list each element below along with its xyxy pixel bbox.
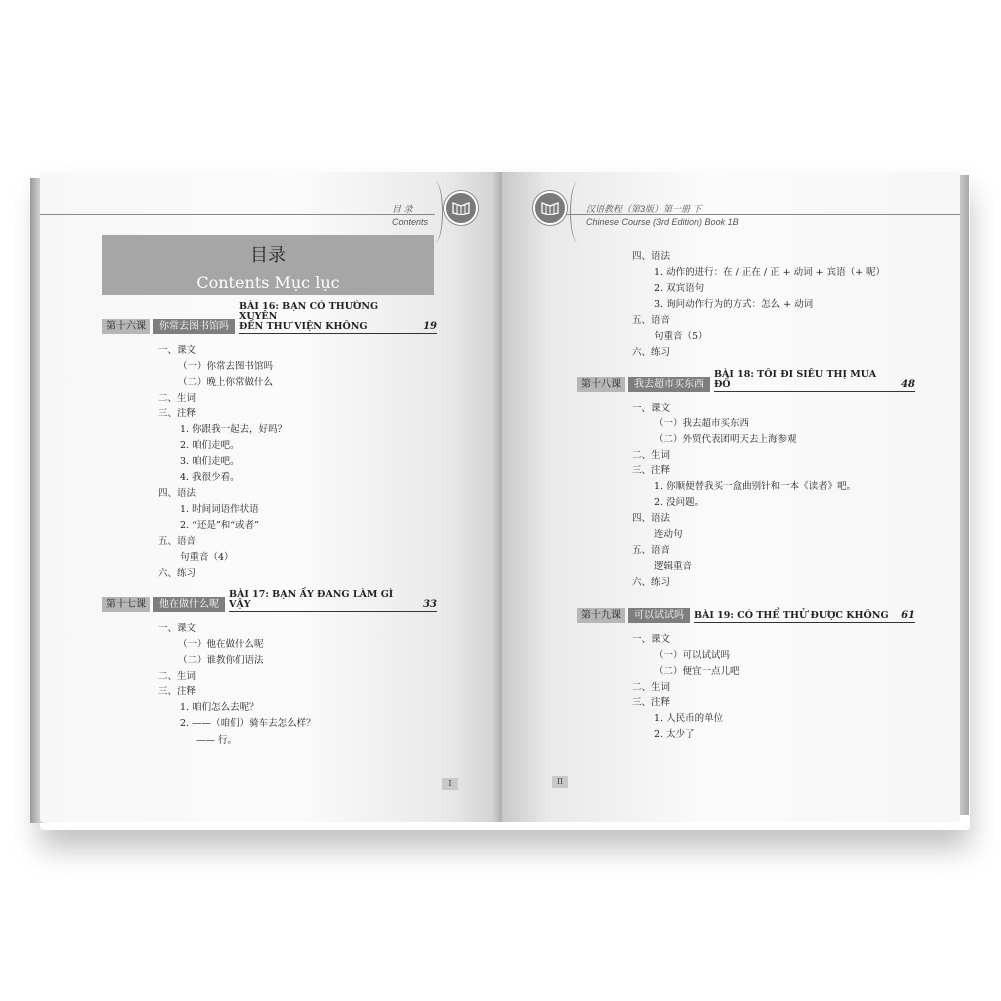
- lesson-page-number: 48: [895, 379, 915, 392]
- book-logo-icon: [533, 191, 567, 225]
- lesson-title-cn: 可以试试吗: [628, 608, 690, 623]
- list-item: 2. 咱们走吧。: [180, 440, 240, 451]
- list-item: 1. 动作的进行：在 / 正在 / 正 + 动词 + 宾语（+ 呢）: [654, 267, 886, 278]
- lesson-16-heading[interactable]: [102, 301, 437, 334]
- list-item: 句重音（5）: [654, 331, 708, 342]
- contents-title-block: [102, 235, 434, 295]
- lesson-page-number: 61: [895, 610, 915, 623]
- list-item: 句重音（4）: [180, 552, 234, 563]
- list-item: 四、语法: [632, 251, 671, 262]
- list-item: 1. 你顺便替我买一盒曲别针和一本《读者》吧。: [654, 481, 857, 492]
- list-item: （二）外贸代表团明天去上海参观: [654, 434, 797, 445]
- lesson-title-vi-line1: BÀI 16: BẠN CÓ THƯỜNG XUYÊN: [239, 301, 379, 322]
- list-item: 四、语法: [158, 488, 197, 499]
- header-curve: [570, 182, 585, 242]
- list-item: 六、练习: [632, 577, 671, 588]
- list-item: 2. ——（咱们）骑车去怎么样？: [180, 718, 316, 729]
- list-item: 六、练习: [158, 568, 197, 579]
- list-item: 二、生词: [632, 682, 671, 693]
- lesson-page-number: 19: [417, 321, 437, 334]
- list-item: （二）便宜一点儿吧: [654, 666, 740, 677]
- list-item: 三、注释: [632, 465, 671, 476]
- header-rule: [40, 214, 435, 215]
- title-cn: 目录: [250, 245, 286, 266]
- lesson-title-vi: BÀI 19: CÓ THỂ THỬ ĐƯỢC KHÔNG: [694, 611, 895, 623]
- list-item: 一、课文: [632, 403, 671, 414]
- lesson-17-heading[interactable]: [102, 589, 437, 612]
- list-item: 4. 我很少看。: [180, 472, 240, 483]
- header-curve: [428, 182, 443, 242]
- list-item: 一、课文: [158, 623, 197, 634]
- header-en: Contents: [392, 217, 429, 227]
- list-item: （一）我去超市买东西: [654, 418, 750, 429]
- list-item: （二）谁教你们语法: [178, 655, 264, 666]
- list-item: 五、语音: [158, 536, 197, 547]
- list-item: 二、生词: [158, 393, 197, 404]
- lesson-number: 第十六课: [102, 319, 150, 334]
- list-item: 五、语音: [632, 545, 671, 556]
- list-item: 1. 你跟我一起去，好吗？: [180, 424, 288, 435]
- list-item: （一）可以试试吗: [654, 650, 731, 661]
- list-item: 二、生词: [632, 450, 671, 461]
- list-item: 三、注释: [632, 697, 671, 708]
- lesson-title-cn: 你常去图书馆吗: [153, 319, 235, 334]
- lesson-19-heading[interactable]: [577, 607, 915, 623]
- list-item: 一、课文: [632, 634, 671, 645]
- list-item: 2. 双宾语句: [654, 283, 705, 294]
- list-item: 一、课文: [158, 345, 197, 356]
- title-en: Contents Mục lục: [196, 273, 340, 292]
- list-item: 二、生词: [158, 671, 197, 682]
- lesson-title-vi: [239, 302, 417, 334]
- list-item: 1. 时间词语作状语: [180, 504, 259, 515]
- list-item: —— 行。: [196, 735, 238, 746]
- list-item: 1. 咱们怎么去呢？: [180, 702, 259, 713]
- list-item: （一）你常去图书馆吗: [178, 361, 274, 372]
- page-number: II: [552, 776, 568, 788]
- list-item: 2. 太少了: [654, 729, 695, 740]
- lesson-18-heading[interactable]: [577, 369, 915, 392]
- page-number: I: [442, 778, 458, 790]
- lesson-title-vi: BÀI 18: TÔI ĐI SIÊU THỊ MUA ĐỒ: [714, 370, 895, 392]
- left-page: [40, 172, 502, 822]
- list-item: 连动句: [654, 529, 683, 540]
- lesson-page-number: 33: [417, 599, 437, 612]
- lesson-title-vi-line2: ĐẾN THƯ VIỆN KHÔNG: [239, 321, 368, 332]
- book-logo-icon: [444, 191, 478, 225]
- list-item: 逻辑重音: [654, 561, 693, 572]
- list-item: 1. 人民币的单位: [654, 713, 724, 724]
- list-item: 3. 询问动作行为的方式：怎么 + 动词: [654, 299, 814, 310]
- header-cn: 目 录: [392, 204, 413, 214]
- list-item: 2. “还是”和“或者”: [180, 520, 260, 531]
- right-page: [502, 172, 960, 822]
- lesson-number: 第十七课: [102, 597, 150, 612]
- list-item: 2. 没问题。: [654, 497, 705, 508]
- list-item: 五、语音: [632, 315, 671, 326]
- lesson-title-vi: BÀI 17: BẠN ẤY ĐANG LÀM GÌ VẬY: [229, 590, 417, 612]
- lesson-title-cn: 他在做什么呢: [153, 597, 225, 612]
- list-item: 3. 咱们走吧。: [180, 456, 240, 467]
- lesson-number: 第十九课: [577, 608, 625, 623]
- header-en: Chinese Course (3rd Edition) Book 1B: [586, 217, 739, 227]
- list-item: （一）他在做什么呢: [178, 639, 264, 650]
- lesson-title-cn: 我去超市买东西: [628, 377, 710, 392]
- list-item: 三、注释: [158, 686, 197, 697]
- list-item: 四、语法: [632, 513, 671, 524]
- list-item: （二）晚上你常做什么: [178, 377, 274, 388]
- list-item: 三、注释: [158, 408, 197, 419]
- lesson-number: 第十八课: [577, 377, 625, 392]
- list-item: 六、练习: [632, 347, 671, 358]
- header-cn: 汉语教程（第3版）第一册 下: [586, 204, 702, 214]
